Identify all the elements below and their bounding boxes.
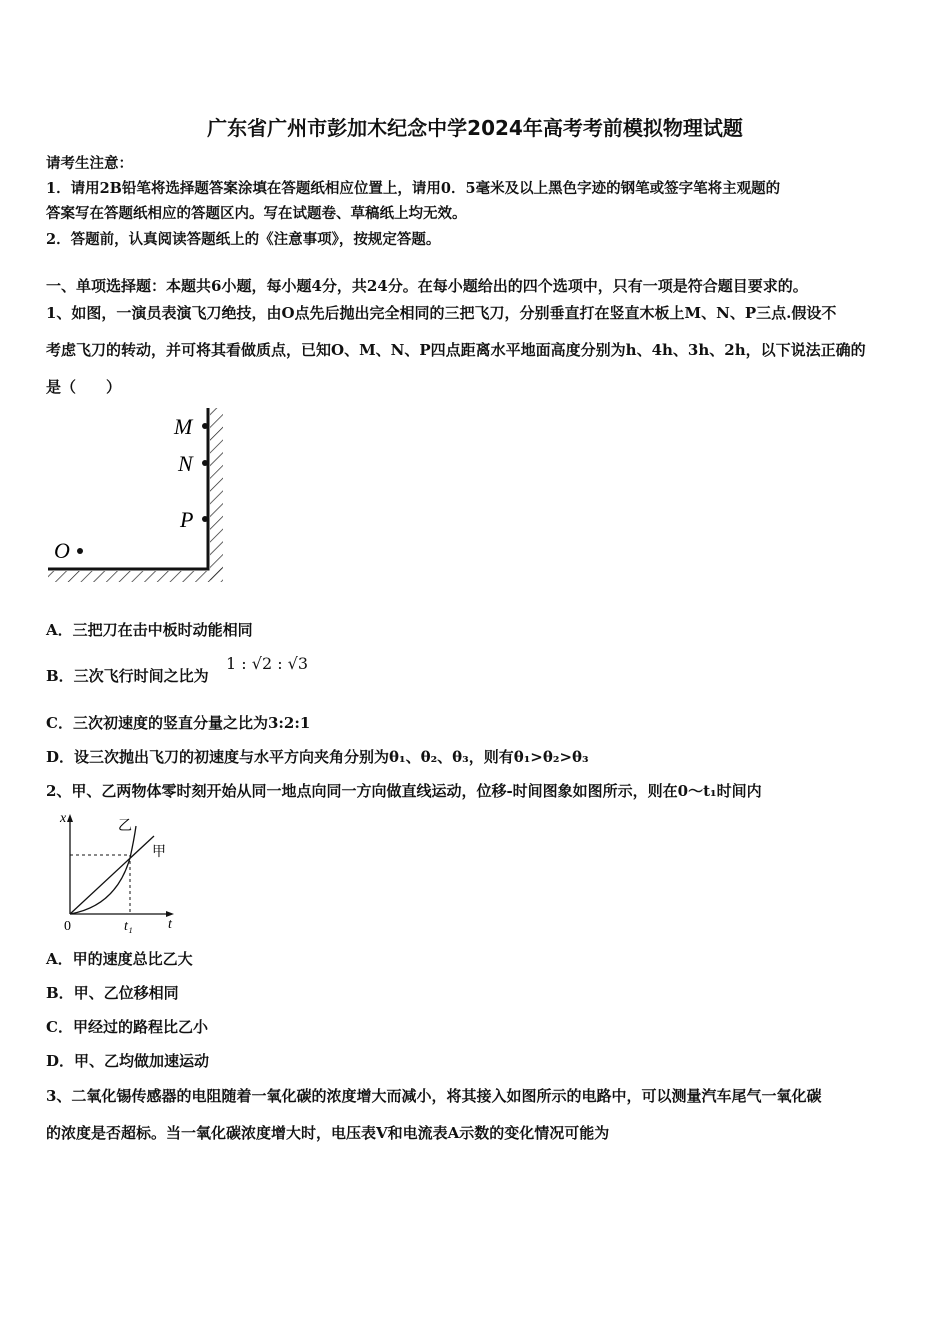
q1-option-b-math: 1 : √2 : √3	[226, 654, 309, 673]
graph-y-label: x	[60, 811, 67, 826]
q2-option-b: B．甲、乙位移相同	[46, 984, 179, 1002]
q2-text-1: 2、甲、乙两物体零时刻开始从同一地点向同一方向做直线运动，位移-时间图象如图所示，则在0～t₁时间内	[46, 782, 762, 800]
q1-text-1: 1、如图，一演员表演飞刀绝技，由O点先后抛出完全相同的三把飞刀，分别垂直打在竖直木板上M、N、P三点.假设不	[46, 304, 837, 322]
label-O: O	[54, 538, 70, 563]
notice-line-3: 2．答题前，认真阅读答题纸上的《注意事项》，按规定答题。	[46, 231, 441, 248]
q2-option-d: D．甲、乙均做加速运动	[46, 1052, 210, 1070]
q2-graph	[56, 808, 186, 936]
label-M: M	[174, 414, 193, 439]
q1-option-a: A．三把刀在击中板时动能相同	[46, 621, 253, 639]
notice-line-2: 答案写在答题纸相应的答题区内。写在试题卷、草稿纸上均无效。	[46, 205, 467, 222]
q3-text-1: 3、二氧化锡传感器的电阻随着一氧化碳的浓度增大而减小，将其接入如图所示的电路中，可以测量汽车尾气一氧化碳	[46, 1087, 822, 1105]
section-heading: 一、单项选择题：本题共6小题，每小题4分，共24分。在每小题给出的四个选项中，只有一项是符合题目要求的。	[46, 277, 808, 295]
point-N	[202, 460, 208, 466]
q1-option-d: D．设三次抛出飞刀的初速度与水平方向夹角分别为θ₁、θ₂、θ₃，则有θ₁>θ₂>θ₃	[46, 748, 589, 766]
q1-figure	[44, 402, 234, 592]
graph-t1: t₁	[124, 919, 133, 934]
notice-line-1: 1．请用2B铅笔将选择题答案涂填在答题纸相应位置上，请用0．5毫米及以上黑色字迹的钢笔或签字笔将主观题的	[46, 180, 781, 197]
page-title: 广东省广州市彭加木纪念中学2024年高考考前模拟物理试题	[207, 116, 743, 140]
q3-text-2: 的浓度是否超标。当一氧化碳浓度增大时，电压表V和电流表A示数的变化情况可能为	[46, 1124, 610, 1142]
point-O	[77, 548, 83, 554]
label-P: P	[180, 507, 194, 532]
graph-origin: 0	[64, 919, 71, 934]
line-jia	[70, 836, 154, 914]
q1-option-c: C．三次初速度的竖直分量之比为3:2:1	[46, 714, 311, 732]
q1-option-b: B．三次飞行时间之比为	[46, 667, 209, 685]
q2-option-c: C．甲经过的路程比乙小	[46, 1018, 208, 1036]
graph-x-label: t	[168, 917, 172, 932]
graph-label-yi: 乙	[118, 819, 132, 834]
point-P	[202, 516, 208, 522]
point-M	[202, 423, 208, 429]
q1-text-2: 考虑飞刀的转动，并可将其看做质点，已知O、M、N、P四点距离水平地面高度分别为h、4h、3h、2h，以下说法正确的	[46, 341, 866, 359]
q2-option-a: A．甲的速度总比乙大	[46, 950, 193, 968]
label-N: N	[178, 451, 193, 476]
q1-text-3: 是（ ）	[46, 378, 122, 396]
notice-heading: 请考生注意：	[46, 155, 133, 172]
curve-yi	[70, 826, 136, 914]
graph-label-jia: 甲	[152, 845, 166, 860]
